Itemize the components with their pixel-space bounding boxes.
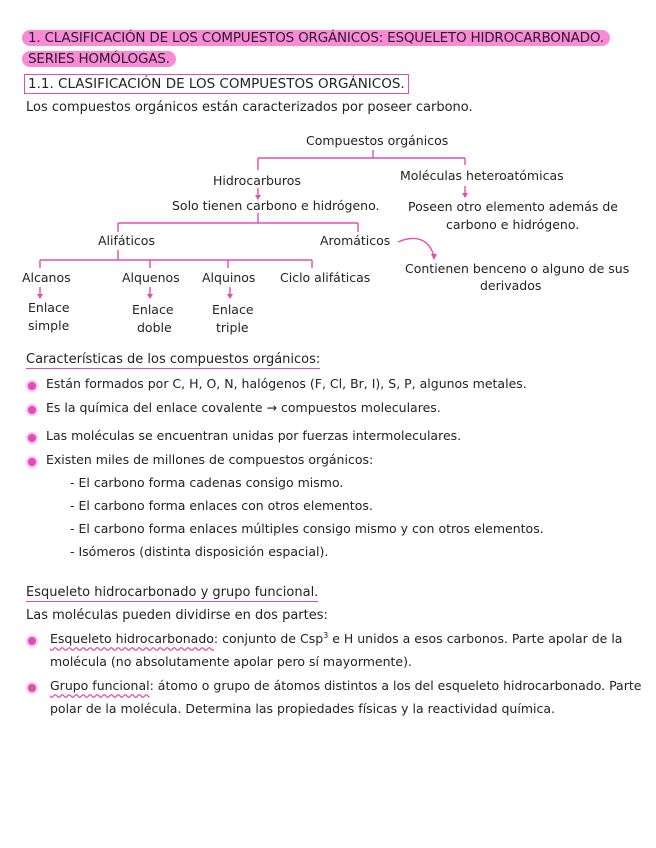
bullet-icon xyxy=(28,406,36,414)
bullet-icon xyxy=(28,434,36,442)
esqueleto-item-1-b: e H unidos a esos carbonos. Parte apolar de la xyxy=(328,631,623,647)
caracteristica-subitem-2: - El carbono forma enlaces con otros elementos. xyxy=(70,498,373,513)
tree-aromaticos-desc-1: Contienen benceno o alguno de sus xyxy=(405,261,630,276)
tree-alifaticos: Alifáticos xyxy=(98,233,155,248)
bullet-icon xyxy=(28,382,36,390)
bullet-icon xyxy=(28,684,36,692)
esqueleto-item-1-term: Esqueleto hidrocarbonado xyxy=(50,631,214,647)
caracteristica-item-4: Existen miles de millones de compuestos orgánicos: xyxy=(46,452,374,467)
esqueleto-intro: Las moléculas pueden dividirse en dos partes: xyxy=(26,608,328,623)
tree-alcanos-enlace-1: Enlace xyxy=(28,300,70,315)
title-line-2: SERIES HOMÓLOGAS. xyxy=(22,51,176,67)
esqueleto-item-2-a: : átomo o grupo de átomos distintos a los del esqueleto hidrocarbonado. Parte xyxy=(149,678,642,693)
caracteristicas-heading: Características de los compuestos orgánicos: xyxy=(26,352,321,367)
caracteristica-item-3: Las moléculas se encuentran unidas por fuerzas intermoleculares. xyxy=(46,428,462,443)
caracteristica-subitem-3: - El carbono forma enlaces múltiples consigo mismo y con otros elementos. xyxy=(70,521,544,536)
tree-alquinos-enlace-1: Enlace xyxy=(212,302,254,317)
esqueleto-item-2-term: Grupo funcional xyxy=(50,678,150,693)
tree-heteroatomicas-desc-2: carbono e hidrógeno. xyxy=(446,217,580,232)
intro-text: Los compuestos orgánicos están caracterizados por poseer carbono. xyxy=(26,100,473,115)
section-heading: 1.1. CLASIFICACIÓN DE LOS COMPUESTOS ORGÁNICOS. xyxy=(24,74,409,94)
caracteristica-item-2: Es la química del enlace covalente → compuestos moleculares. xyxy=(46,400,441,415)
bullet-icon xyxy=(28,637,36,645)
esqueleto-heading: Esqueleto hidrocarbonado y grupo funcional. xyxy=(26,585,319,600)
tree-heteroatomicas: Moléculas heteroatómicas xyxy=(400,168,564,183)
caracteristica-item-1: Están formados por C, H, O, N, halógenos (F, Cl, Br, I), S, P, algunos metales. xyxy=(46,376,527,391)
tree-alquinos-enlace-2: triple xyxy=(216,320,249,335)
tree-aromaticos-desc-2: derivados xyxy=(480,278,542,293)
tree-hidrocarburos: Hidrocarburos xyxy=(213,173,301,188)
title-line-1: 1. CLASIFICACIÓN DE LOS COMPUESTOS ORGÁNICOS: ESQUELETO HIDROCARBONADO. xyxy=(22,30,610,46)
tree-alcanos: Alcanos xyxy=(22,270,71,285)
tree-alquinos: Alquinos xyxy=(202,270,256,285)
caracteristica-subitem-1: - El carbono forma cadenas consigo mismo. xyxy=(70,475,344,490)
tree-alquenos-enlace-1: Enlace xyxy=(132,302,174,317)
esqueleto-item-2 xyxy=(50,678,641,693)
esqueleto-item-1 xyxy=(50,631,622,646)
tree-hidrocarburos-desc: Solo tienen carbono e hidrógeno. xyxy=(172,198,380,213)
tree-alcanos-enlace-2: simple xyxy=(28,318,70,333)
tree-heteroatomicas-desc-1: Poseen otro elemento además de xyxy=(408,199,618,214)
esqueleto-item-1-line-2: molécula (no absolutamente apolar pero sí mayormente). xyxy=(50,654,412,669)
tree-alquenos: Alquenos xyxy=(122,270,180,285)
esqueleto-item-1-sup: 3 xyxy=(323,631,329,640)
tree-aromaticos: Aromáticos xyxy=(320,233,391,248)
caracteristica-subitem-4: - Isómeros (distinta disposición espacial). xyxy=(70,544,329,559)
esqueleto-item-2-line-2: polar de la molécula. Determina las propiedades físicas y la reactividad química. xyxy=(50,701,555,716)
tree-alquenos-enlace-2: doble xyxy=(137,320,172,335)
bullet-icon xyxy=(28,458,36,466)
tree-root: Compuestos orgánicos xyxy=(306,133,449,148)
tree-cicloalifaticas: Ciclo alifáticas xyxy=(280,270,371,285)
esqueleto-item-1-a: : conjunto de Csp xyxy=(213,631,324,647)
